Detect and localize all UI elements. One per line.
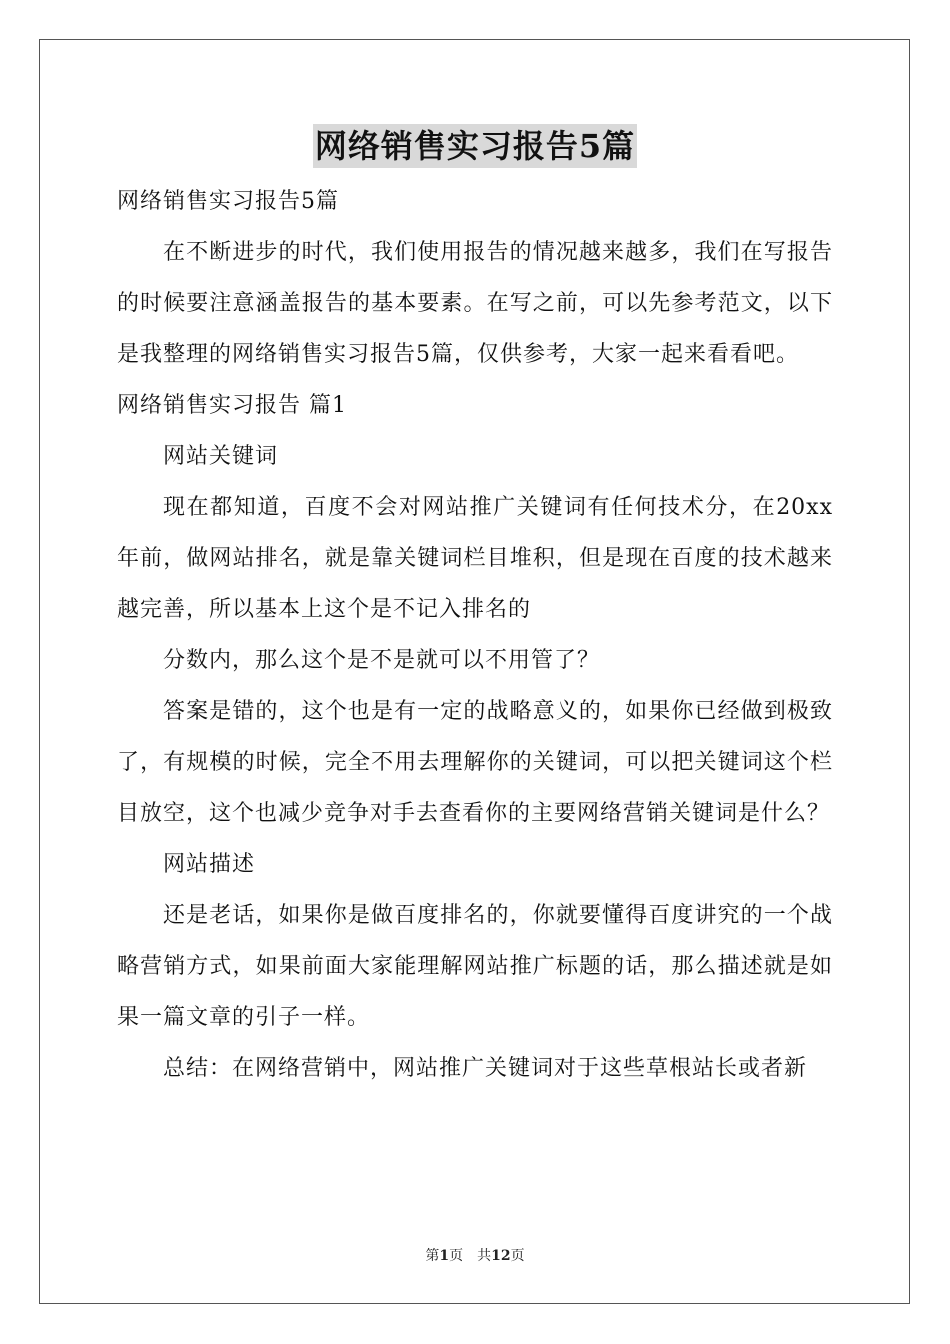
footer-total-pages: 12	[491, 1248, 511, 1264]
section-heading: 网络销售实习报告 篇1	[117, 393, 347, 418]
footer-total-prefix: 共	[477, 1248, 492, 1264]
title-container	[0, 124, 950, 168]
page-footer	[0, 1246, 950, 1266]
document-title: 网络销售实习报告5篇	[313, 124, 637, 168]
paragraph: 答案是错的，这个也是有一定的战略意义的，如果你已经做到极致了，有规模的时候，完全不用去理解你的关键词，可以把关键词这个栏目放空，这个也减少竞争对手去查看你的主要网络营销关键词是什么？	[117, 699, 833, 826]
paragraph-intro: 在不断进步的时代，我们使用报告的情况越来越多，我们在写报告的时候要注意涵盖报告的基本要素。在写之前，可以先参考范文，以下是我整理的网络销售实习报告5篇，仅供参考，大家一起来看看吧。	[117, 240, 833, 367]
paragraph: 分数内，那么这个是不是就可以不用管了？	[163, 648, 601, 673]
paragraph-subtitle: 网络销售实习报告5篇	[117, 189, 339, 214]
footer-page-suffix: 页	[449, 1248, 464, 1264]
subheading-keywords: 网站关键词	[163, 444, 279, 469]
subheading-description: 网站描述	[163, 852, 256, 877]
footer-page-prefix: 第	[425, 1248, 440, 1264]
footer-total-suffix: 页	[510, 1248, 525, 1264]
paragraph: 现在都知道，百度不会对网站推广关键词有任何技术分，在20xx年前，做网站排名，就是靠关键词栏目堆积，但是现在百度的技术越来越完善，所以基本上这个是不记入排名的	[117, 495, 833, 622]
document-body	[117, 176, 833, 1094]
paragraph-summary: 总结：在网络营销中，网站推广关键词对于这些草根站长或者新	[163, 1056, 808, 1081]
paragraph: 还是老话，如果你是做百度排名的，你就要懂得百度讲究的一个战略营销方式，如果前面大家能理解网站推广标题的话，那么描述就是如果一篇文章的引子一样。	[117, 903, 833, 1030]
footer-page-number: 1	[439, 1248, 450, 1264]
